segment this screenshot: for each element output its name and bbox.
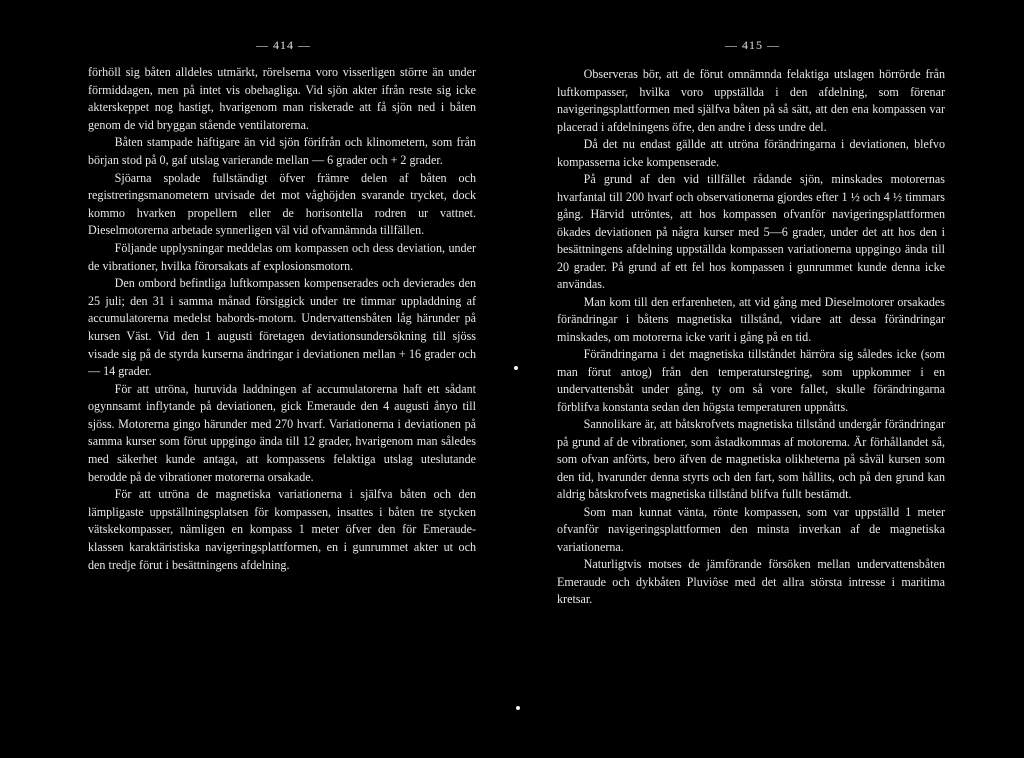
left-paragraph: För att utröna, huruvida laddningen af accumulatorerna haft ett sådant ogynnsamt inflytande på deviationen, gick Emeraude den 4 augusti ånyo till sjöss. Motorerna gingo härunder med 270 hvarf. Variationerna i deviationen på samma kurser som förut uppgingo ända till 12 grader, hvarigenom man således med säkerhet kunde antaga, att kompassens felaktiga utslag uteslutande berodde på de vibrationer motorerna orsakade. (88, 381, 476, 484)
right-page-text (557, 66, 945, 609)
right-paragraph: Sannolikare är, att båtskrofvets magnetiska tillstånd undergår förändringar på grund af de vibrationer, som åstadkommas af motorerna. Är förhållandet så, som ofvan anförts, bero äfven de magnetiska olikheterna på såväl kursen som den tid, hvarunder denna styrts och den fart, som hållits, och på den grund kan aldrig båtskrofvets magnetiska tillstånd blifva fullt bestämdt. (557, 417, 945, 501)
left-paragraph: Följande upplysningar meddelas om kompassen och dess deviation, under de vibrationer, hvilka förorsakats af explosionsmotorn. (88, 240, 476, 273)
right-paragraph: Då det nu endast gällde att utröna förändringarna i deviationen, blefvo kompasserna icke kompenserade. (557, 137, 945, 169)
scan-speck (514, 366, 518, 370)
left-paragraph: För att utröna de magnetiska variationerna i själfva båten och den lämpligaste uppställningsplatsen för kompassen, insattes i båten tre stycken vätskekompasser, nämligen en kompass 1 meter öfver den för Emeraude-klassen karaktäristiska navigeringsplattformen, en i gunrummet akter ut och den tredje förut i besättningens afdelning. (88, 487, 476, 572)
scan-speck (516, 706, 520, 710)
left-paragraph: Den ombord befintliga luftkompassen kompenserades och devierades den 25 juli; den 31 i samma månad försiggick under tre timmar uppladdning af accumulatorerna medelst babords-motorn. Undervattensbåten låg härunder på kursen Väst. Vid den 1 augusti företagen deviationsundersökning till sjöss visade sig på de styrda kurserna ändringar i deviationen mellan + 16 grader och — 14 grader. (88, 276, 476, 379)
right-page-number: — 415 — (725, 38, 780, 52)
right-paragraph: Naturligtvis motses de jämförande försöken mellan undervattensbåten Emeraude och dykbåten Pluviôse med det allra största intresse i maritima kretsar. (557, 557, 945, 606)
right-paragraph: Som man kunnat vänta, rönte kompassen, som var uppställd 1 meter ofvanför navigeringsplattformen den minsta inverkan af de magnetiska variationerna. (557, 504, 945, 554)
right-paragraph: På grund af den vid tillfället rådande sjön, minskades motorernas hvarfantal till 200 hvarf och observationerna gjordes efter 1 ½ och 4 ½ timmars gång. Härvid utröntes, att hos kompassen ofvanför navigeringsplattformen ökades deviationen på några kurser med 5—6 grader, under det att hos den i besättningens afdelning uppställda kompassen variationerna uppgingo ända till 20 grader. På grund af ett fel hos kompassen i gunrummet kunde denna icke användas. (557, 172, 945, 291)
left-page-number: — 414 — (256, 38, 311, 52)
right-paragraph: Observeras bör, att de förut omnämnda felaktiga utslagen hörrörde från luftkompasser, hvilka voro uppställda i den afdelning, som förenar navigeringsplattformen med själfva båten på så sätt, att den ena kompassen var placerad i afdelningens öfre, den andre i dess undre del. (557, 67, 945, 134)
left-paragraph: Båten stampade häftigare än vid sjön förifrån och klinometern, som från början stod på 0, gaf utslag varierande mellan — 6 grader och + 2 grader. (88, 135, 476, 167)
left-paragraph: Sjöarna spolade fullständigt öfver främre delen af båten och registreringsmanometern utvisade det mot våghöjden svarande trycket, dock kommo hvarken propellern eller de horisontella rodren ur vattnet. Dieselmotorerna arbetade synnerligen väl vid ofvannämnda tillfällen. (88, 170, 476, 238)
right-paragraph: Man kom till den erfarenheten, att vid gång med Dieselmotorer orsakades förändringar i båtens magnetiska tillstånd, vidare att dessa förändringar minskades, om motorerna icke varit i gång på en tid. (557, 294, 945, 344)
left-paragraph: förhöll sig båten alldeles utmärkt, rörelserna voro visserligen större än under förmiddagen, men på intet vis obehagliga. Vid sjön akter ifrån reste sig icke akterskeppet nog hastigt, hvarigenom man riskerade att få sjön ned i båten genom de vid bryggan stående ventilatorerna. (88, 65, 476, 132)
right-paragraph: Förändringarna i det magnetiska tillståndet härröra sig således icke (som man förut antog) från den temperaturstegring, som uppkommer i en undervattensbåt under gång, ty om så vore fallet, skulle förändringarna förblifva konstanta sedan den högsta temperaturen uppnåtts. (557, 347, 945, 414)
left-page-text (88, 64, 476, 574)
